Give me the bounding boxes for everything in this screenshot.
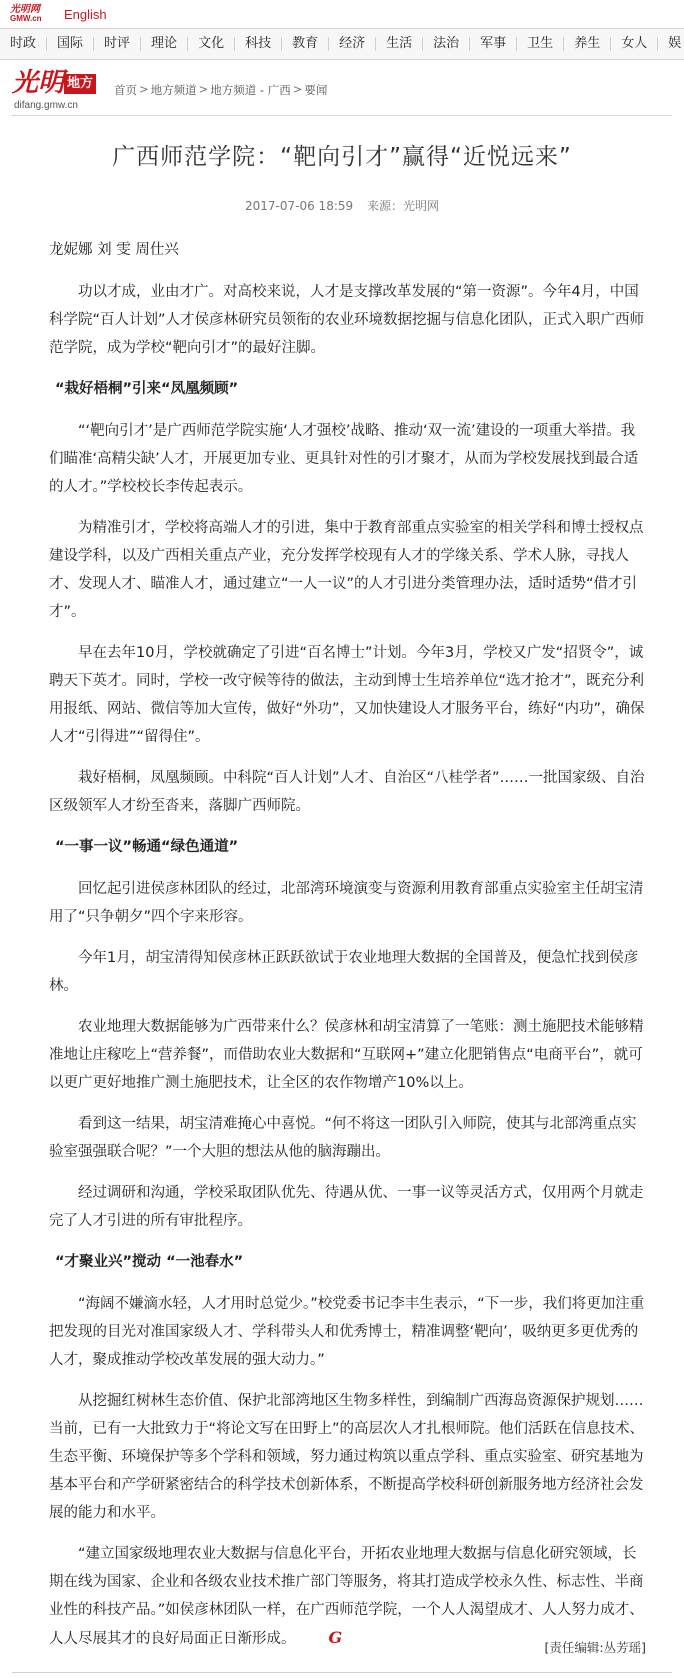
paragraph-text: “建立国家级地理农业大数据与信息化平台，开拓农业地理大数据与信息化研究领域，长期在线为国家、企业和各级农业技术推广部门等服务，将其打造成学校永久性、标志性、半商业性的科技产品。”如侯彦林团队一样，在广西师范学院，一个人人渴望成才、人人努力成才、人人尽展其才的良好局面正日渐形成。 bbox=[49, 1546, 644, 1647]
paragraph: 功以才成，业由才广。对高校来说，人才是支撑改革发展的“第一资源”。今年4月，中国科学院“百人计划”人才侯彦林研究员领衔的农业环境数据挖掘与信息化团队，正式入职广西师范学院，成为学校“靶向引才”的最好注脚。 bbox=[49, 284, 645, 356]
article-title: 广西师范学院：“靶向引才”赢得“近悦远来” bbox=[112, 144, 572, 170]
paragraph: 今年1月，胡宝清得知侯彦林正跃跃欲试于农业地理大数据的全国普及，便急忙找到侯彦林。 bbox=[49, 950, 639, 994]
channel-nav bbox=[0, 28, 684, 60]
difang-domain: difang.gmw.cn bbox=[14, 100, 78, 111]
paragraph-last bbox=[49, 1540, 647, 1653]
nav-item-lilun[interactable]: 理论 bbox=[141, 37, 188, 51]
top-bar bbox=[0, 0, 684, 28]
channel-header bbox=[0, 64, 684, 116]
breadcrumb-home[interactable]: 首页 bbox=[114, 83, 137, 97]
breadcrumb-separator: > bbox=[292, 82, 303, 96]
nav-item-nvren[interactable]: 女人 bbox=[611, 37, 658, 51]
paragraph: 看到这一结果，胡宝清难掩心中喜悦。“何不将这一团队引入师院，使其与北部湾重点实验室强强联合呢？”一个大胆的想法从他的脑海蹦出。 bbox=[49, 1116, 637, 1160]
gmw-logo-text: 光明网 bbox=[10, 4, 40, 15]
article-source: 来源：光明网 bbox=[366, 199, 439, 213]
paragraph: 为精准引才，学校将高端人才的引进，集中于教育部重点实验室的相关学科和博士授权点建设学科，以及广西相关重点产业，充分发挥学校现有人才的学缘关系、学术人脉，寻找人才、发现人才、瞄准人才，通过建立“一人一议”的人才引进分类管理办法，适时适势“借才引才”。 bbox=[49, 520, 644, 620]
paragraph: 经过调研和沟通，学校采取团队优先、待遇从优、一事一议等灵活方式，仅用两个月就走完了人才引进的所有审批程序。 bbox=[49, 1185, 644, 1229]
gmw-logo[interactable] bbox=[10, 4, 52, 24]
nav-item-jiaoyu[interactable]: 教育 bbox=[282, 37, 329, 51]
header-divider bbox=[12, 115, 672, 116]
nav-item-fazhi[interactable]: 法治 bbox=[423, 37, 470, 51]
difang-region-badge: 地方 bbox=[64, 74, 96, 94]
nav-item-shiping[interactable]: 时评 bbox=[94, 37, 141, 51]
paragraph: 回忆起引进侯彦林团队的经过，北部湾环境演变与资源利用教育部重点实验室主任胡宝清用了“只争朝夕”四个字来形容。 bbox=[49, 881, 644, 925]
breadcrumb-difang[interactable]: 地方频道 bbox=[150, 83, 197, 97]
nav-item-shizheng[interactable]: 时政 bbox=[0, 37, 47, 51]
paragraph: “海阔不嫌滴水轻，人才用时总觉少。”校党委书记李丰生表示，“下一步，我们将更加注重把发现的目光对准国家级人才、学科带头人和优秀博士，精准调整‘靶向’，吸纳更多更优秀的人才，聚成推动学校改革发展的强大动力。” bbox=[49, 1296, 645, 1368]
paragraph: 从挖掘红树林生态价值、保护北部湾地区生物多样性，到编制广西海岛资源保护规划……当前，已有一大批致力于“将论文写在田野上”的高层次人才扎根师院。他们活跃在信息技术、生态平衡、环境保护等多个学科和领域，努力通过构筑以重点学科、重点实验室、研究基地为基本平台和产学研紧密结合的科学技术创新体系，不断提高学校科研创新服务地方经济社会发展的能力和水平。 bbox=[49, 1393, 645, 1521]
nav-item-keji[interactable]: 科技 bbox=[235, 37, 282, 51]
gmw-end-icon: G bbox=[328, 1628, 343, 1647]
paragraph: “‘靶向引才’是广西师范学院实施‘人才强校’战略、推动‘双一流’建设的一项重大举措。我们瞄准‘高精尖缺’人才，开展更加专业、更具针对性的引才聚才，从而为学校发展找到最合适的人才。”学校校长李传起表示。 bbox=[49, 423, 639, 495]
footer-divider bbox=[12, 1672, 672, 1673]
responsible-editor: [责任编辑:丛芳瑶] bbox=[544, 1640, 646, 1655]
breadcrumb-guangxi[interactable]: 地方频道 - 广西 bbox=[210, 83, 291, 97]
article-body bbox=[49, 236, 647, 1666]
difang-logo-text: 光明 bbox=[12, 68, 65, 98]
english-link[interactable]: English bbox=[64, 6, 107, 22]
difang-logo[interactable] bbox=[12, 68, 104, 114]
breadcrumb-separator: > bbox=[139, 82, 149, 96]
nav-item-yule[interactable]: 娱 bbox=[658, 37, 684, 51]
section-heading: “一事一议”畅通“绿色通道” bbox=[55, 839, 239, 855]
nav-item-jingji[interactable]: 经济 bbox=[329, 37, 376, 51]
paragraph: 早在去年10月，学校就确定了引进“百名博士”计划。今年3月，学校又广发“招贤令”，诚聘天下英才。同时，学校一改守候等待的做法，主动到博士生培养单位“选才抢才”，既充分利用报纸、网站、微信等加大宣传，做好“外功”，又加快建设人才服务平台，练好“内功”，确保人才“引得进”“留得住”。 bbox=[49, 645, 645, 745]
nav-item-shenghuo[interactable]: 生活 bbox=[376, 37, 423, 51]
nav-item-wenhua[interactable]: 文化 bbox=[188, 37, 235, 51]
article-date: 2017-07-06 18:59 bbox=[245, 199, 354, 213]
nav-item-junshi[interactable]: 军事 bbox=[470, 37, 517, 51]
gmw-logo-sub: GMW.cn bbox=[10, 14, 42, 23]
breadcrumb-yaowen[interactable]: 要闻 bbox=[304, 83, 328, 97]
section-heading: “才聚业兴”搅动 “一池春水” bbox=[55, 1254, 244, 1270]
nav-item-yangsheng[interactable]: 养生 bbox=[564, 37, 611, 51]
article-meta bbox=[0, 197, 684, 214]
article-authors: 龙妮娜 刘 雯 周仕兴 bbox=[49, 242, 179, 258]
paragraph: 栽好梧桐，凤凰频顾。中科院“百人计划”人才、自治区“八桂学者”……一批国家级、自治区级领军人才纷至沓来，落脚广西师院。 bbox=[49, 770, 645, 814]
breadcrumb-separator: > bbox=[198, 82, 209, 96]
nav-item-weisheng[interactable]: 卫生 bbox=[517, 37, 564, 51]
paragraph: 农业地理大数据能够为广西带来什么？侯彦林和胡宝清算了一笔账：测土施肥技术能够精准地让庄稼吃上“营养餐”，而借助农业大数据和“互联网+”建立化肥销售点“电商平台”，就可以更广更好地推广测土施肥技术，让全区的农作物增产10%以上。 bbox=[49, 1019, 644, 1091]
breadcrumb bbox=[114, 82, 327, 98]
nav-item-guoji[interactable]: 国际 bbox=[47, 37, 94, 51]
section-heading: “栽好梧桐”引来“凤凰频顾” bbox=[55, 381, 239, 397]
